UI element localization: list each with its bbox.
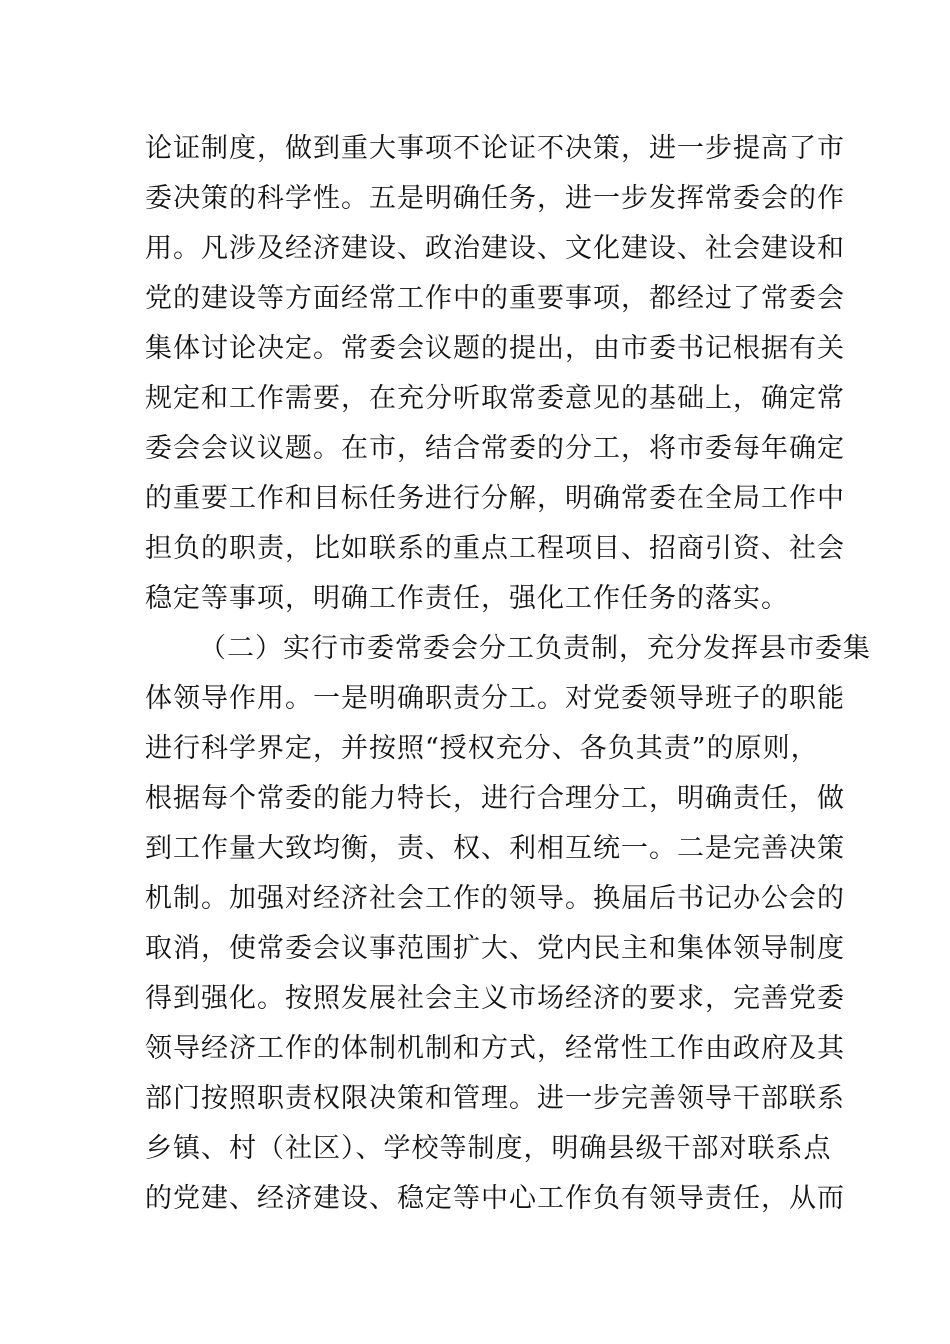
text-line: 根据每个常委的能力特长，进行合理分工，明确责任，做 <box>145 783 845 814</box>
text-line: 机制。加强对经济社会工作的领导。换届后书记办公会的 <box>145 883 845 914</box>
text-line: 委决策的科学性。五是明确任务，进一步发挥常委会的作 <box>145 183 845 214</box>
text-line: 党的建设等方面经常工作中的重要事项，都经过了常委会 <box>145 283 845 314</box>
text-line: 规定和工作需要，在充分听取常委意见的基础上，确定常 <box>145 383 845 414</box>
text-line: 用。凡涉及经济建设、政治建设、文化建设、社会建设和 <box>145 233 845 264</box>
text-line: 领导经济工作的体制机制和方式，经常性工作由政府及其 <box>145 1033 845 1064</box>
text-line: 部门按照职责权限决策和管理。进一步完善领导干部联系 <box>145 1083 845 1114</box>
text-line: 稳定等事项，明确工作责任，强化工作任务的落实。 <box>145 583 789 614</box>
text-line: 集体讨论决定。常委会议题的提出，由市委书记根据有关 <box>145 333 845 364</box>
section-heading-line: （二）实行市委常委会分工负责制，充分发挥县市委集 <box>199 633 871 664</box>
text-line: 得到强化。按照发展社会主义市场经济的要求，完善党委 <box>145 983 845 1014</box>
document-body <box>145 124 871 1224</box>
text-line: 担负的职责，比如联系的重点工程项目、招商引资、社会 <box>145 533 845 564</box>
text-line: 到工作量大致均衡，责、权、利相互统一。二是完善决策 <box>145 833 845 864</box>
text-line: 的重要工作和目标任务进行分解，明确常委在全局工作中 <box>145 483 845 514</box>
text-line: 委会会议议题。在市，结合常委的分工，将市委每年确定 <box>145 433 845 464</box>
text-line: 乡镇、村（社区）、学校等制度，明确县级干部对联系点 <box>145 1133 832 1164</box>
text-line: 进行科学界定，并按照“授权充分、各负其责”的原则， <box>145 733 819 764</box>
text-line: 的党建、经济建设、稳定等中心工作负有领导责任，从而 <box>145 1183 845 1214</box>
text-line: 论证制度，做到重大事项不论证不决策，进一步提高了市 <box>145 133 845 164</box>
text-line: 取消，使常委会议事范围扩大、党内民主和集体领导制度 <box>145 933 845 964</box>
text-line: 体领导作用。一是明确职责分工。对党委领导班子的职能 <box>145 683 845 714</box>
